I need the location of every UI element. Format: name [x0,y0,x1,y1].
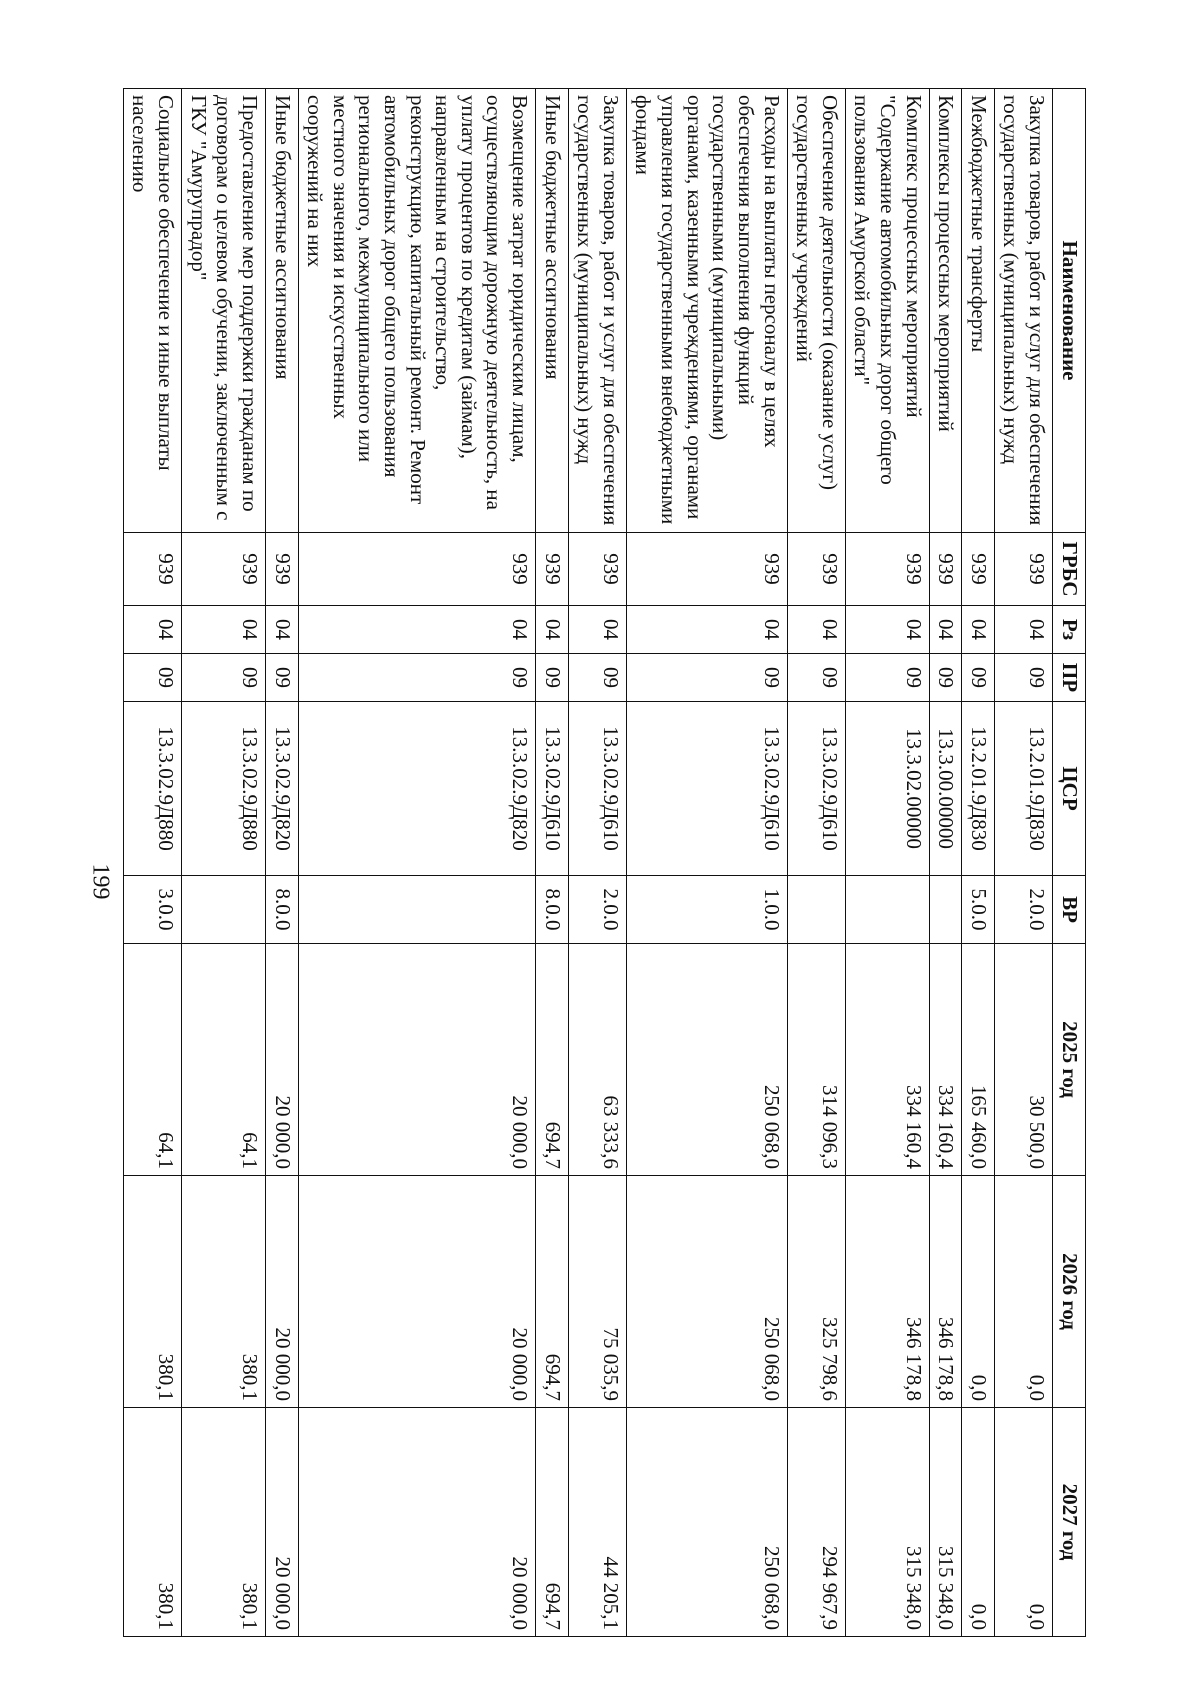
cell-vr: 8.0.0 [536,876,569,944]
cell-grbs: 939 [568,533,626,606]
cell-csr: 13.3.00.00000 [929,702,962,876]
cell-rz: 04 [962,606,995,654]
cell-csr: 13.3.02.9Д610 [626,702,787,876]
cell-pr: 09 [626,654,787,702]
cell-grbs: 939 [994,533,1052,606]
cell-grbs: 939 [929,533,962,606]
cell-vr: 1.0.0 [626,876,787,944]
table-row [845,89,929,1637]
cell-2026: 346 178,8 [929,1176,962,1408]
table-row [265,89,298,1637]
cell-rz: 04 [123,606,181,654]
cell-grbs: 939 [787,533,845,606]
table-frame [128,88,1086,1636]
cell-grbs: 939 [962,533,995,606]
cell-2027: 315 348,0 [929,1408,962,1637]
cell-grbs: 939 [536,533,569,606]
table-header-row [1053,89,1086,1637]
cell-2026: 380,1 [182,1176,266,1408]
cell-2027: 0,0 [994,1408,1052,1637]
cell-2025: 334 160,4 [845,944,929,1176]
header-2027: 2027 год [1053,1408,1086,1637]
cell-2027: 294 967,9 [787,1408,845,1637]
cell-2025: 64,1 [182,944,266,1176]
table-row [182,89,266,1637]
header-name: Наименование [1053,89,1086,533]
cell-rz: 04 [298,606,535,654]
header-vr: ВР [1053,876,1086,944]
cell-2025: 250 068,0 [626,944,787,1176]
cell-name: Иные бюджетные ассигнования [265,89,298,533]
cell-grbs: 939 [626,533,787,606]
table-row [298,89,535,1637]
table-row [626,89,787,1637]
cell-2027: 44 205,1 [568,1408,626,1637]
table-body [123,89,1052,1637]
cell-rz: 04 [265,606,298,654]
cell-2027: 380,1 [182,1408,266,1637]
cell-pr: 09 [787,654,845,702]
cell-rz: 04 [929,606,962,654]
cell-csr: 13.2.01.9Д830 [994,702,1052,876]
cell-rz: 04 [536,606,569,654]
cell-2025: 314 096,3 [787,944,845,1176]
cell-name: Комплексы процессных мероприятий [929,89,962,533]
cell-2027: 0,0 [962,1408,995,1637]
header-2026: 2026 год [1053,1176,1086,1408]
cell-rz: 04 [626,606,787,654]
cell-pr: 09 [298,654,535,702]
table-row [994,89,1052,1637]
header-rz: Рз [1053,606,1086,654]
header-pr: ПР [1053,654,1086,702]
cell-vr [182,876,266,944]
cell-vr [298,876,535,944]
cell-name: Комплекс процессных мероприятий "Содержание автомобильных дорог общего пользования Амурской области" [845,89,929,533]
cell-rz: 04 [182,606,266,654]
table-row [536,89,569,1637]
cell-2026: 20 000,0 [298,1176,535,1408]
cell-2026: 325 798,6 [787,1176,845,1408]
cell-csr: 13.3.02.9Д880 [123,702,181,876]
cell-pr: 09 [929,654,962,702]
cell-2025: 20 000,0 [265,944,298,1176]
table-row [568,89,626,1637]
cell-grbs: 939 [123,533,181,606]
cell-csr: 13.3.02.9Д820 [298,702,535,876]
cell-2027: 380,1 [123,1408,181,1637]
page-number: 199 [87,863,114,900]
table-row [929,89,962,1637]
cell-pr: 09 [962,654,995,702]
budget-table [123,88,1086,1637]
cell-2027: 20 000,0 [298,1408,535,1637]
cell-rz: 04 [568,606,626,654]
cell-vr: 3.0.0 [123,876,181,944]
cell-2026: 380,1 [123,1176,181,1408]
cell-2025: 30 500,0 [994,944,1052,1176]
header-grbs: ГРБС [1053,533,1086,606]
cell-name: Обеспечение деятельности (оказание услуг) государственных учреждений [787,89,845,533]
cell-2025: 64,1 [123,944,181,1176]
cell-csr: 13.3.02.9Д610 [568,702,626,876]
cell-pr: 09 [568,654,626,702]
cell-grbs: 939 [265,533,298,606]
cell-2026: 75 035,9 [568,1176,626,1408]
cell-rz: 04 [845,606,929,654]
cell-vr [787,876,845,944]
cell-rz: 04 [787,606,845,654]
cell-csr: 13.3.02.00000 [845,702,929,876]
cell-vr: 8.0.0 [265,876,298,944]
cell-csr: 13.3.02.9Д820 [265,702,298,876]
cell-2027: 315 348,0 [845,1408,929,1637]
cell-vr [929,876,962,944]
cell-vr: 5.0.0 [962,876,995,944]
cell-rz: 04 [994,606,1052,654]
cell-grbs: 939 [182,533,266,606]
cell-csr: 13.2.01.9Д830 [962,702,995,876]
table-row [787,89,845,1637]
cell-2025: 694,7 [536,944,569,1176]
cell-name: Межбюджетные трансферты [962,89,995,533]
cell-pr: 09 [265,654,298,702]
cell-pr: 09 [994,654,1052,702]
header-csr: ЦСР [1053,702,1086,876]
cell-name: Возмещение затрат юридическим лицам, осуществляющим дорожную деятельность, на уплату процентов по кредитам (займам), направленным на строительство, реконструкцию, капитальный ремонт. Ремонт автомобильных дорог общего пользования регионального, межмуниципального или местного значения и искусственных сооружений на них [298,89,535,533]
cell-name: Социальное обеспечение и иные выплаты населению [123,89,181,533]
cell-grbs: 939 [298,533,535,606]
header-2025: 2025 год [1053,944,1086,1176]
cell-2025: 63 333,6 [568,944,626,1176]
cell-2026: 250 068,0 [626,1176,787,1408]
cell-2025: 20 000,0 [298,944,535,1176]
cell-vr: 2.0.0 [994,876,1052,944]
cell-2025: 165 460,0 [962,944,995,1176]
cell-pr: 09 [536,654,569,702]
cell-2027: 20 000,0 [265,1408,298,1637]
table-row [962,89,995,1637]
cell-grbs: 939 [845,533,929,606]
cell-csr: 13.3.02.9Д610 [787,702,845,876]
cell-pr: 09 [845,654,929,702]
cell-csr: 13.3.02.9Д880 [182,702,266,876]
cell-2026: 0,0 [962,1176,995,1408]
cell-2027: 694,7 [536,1408,569,1637]
rotated-table-container [128,88,1086,1636]
cell-name: Закупка товаров, работ и услуг для обеспечения государственных (муниципальных) нужд [568,89,626,533]
cell-csr: 13.3.02.9Д610 [536,702,569,876]
cell-pr: 09 [123,654,181,702]
cell-2026: 694,7 [536,1176,569,1408]
table-row [123,89,181,1637]
cell-vr: 2.0.0 [568,876,626,944]
cell-name: Закупка товаров, работ и услуг для обеспечения государственных (муниципальных) нужд [994,89,1052,533]
cell-name: Предоставление мер поддержки гражданам по договорам о целевом обучении, заключенным с ГКУ "Амурупрадор" [182,89,266,533]
cell-2027: 250 068,0 [626,1408,787,1637]
cell-2026: 346 178,8 [845,1176,929,1408]
cell-name: Расходы на выплаты персоналу в целях обеспечения выполнения функций государственными (муниципальными) органами, казенными учреждениями, органами управления государственными внебюджетными фондами [626,89,787,533]
cell-2025: 334 160,4 [929,944,962,1176]
cell-name: Иные бюджетные ассигнования [536,89,569,533]
cell-2026: 0,0 [994,1176,1052,1408]
cell-pr: 09 [182,654,266,702]
cell-2026: 20 000,0 [265,1176,298,1408]
cell-vr [845,876,929,944]
